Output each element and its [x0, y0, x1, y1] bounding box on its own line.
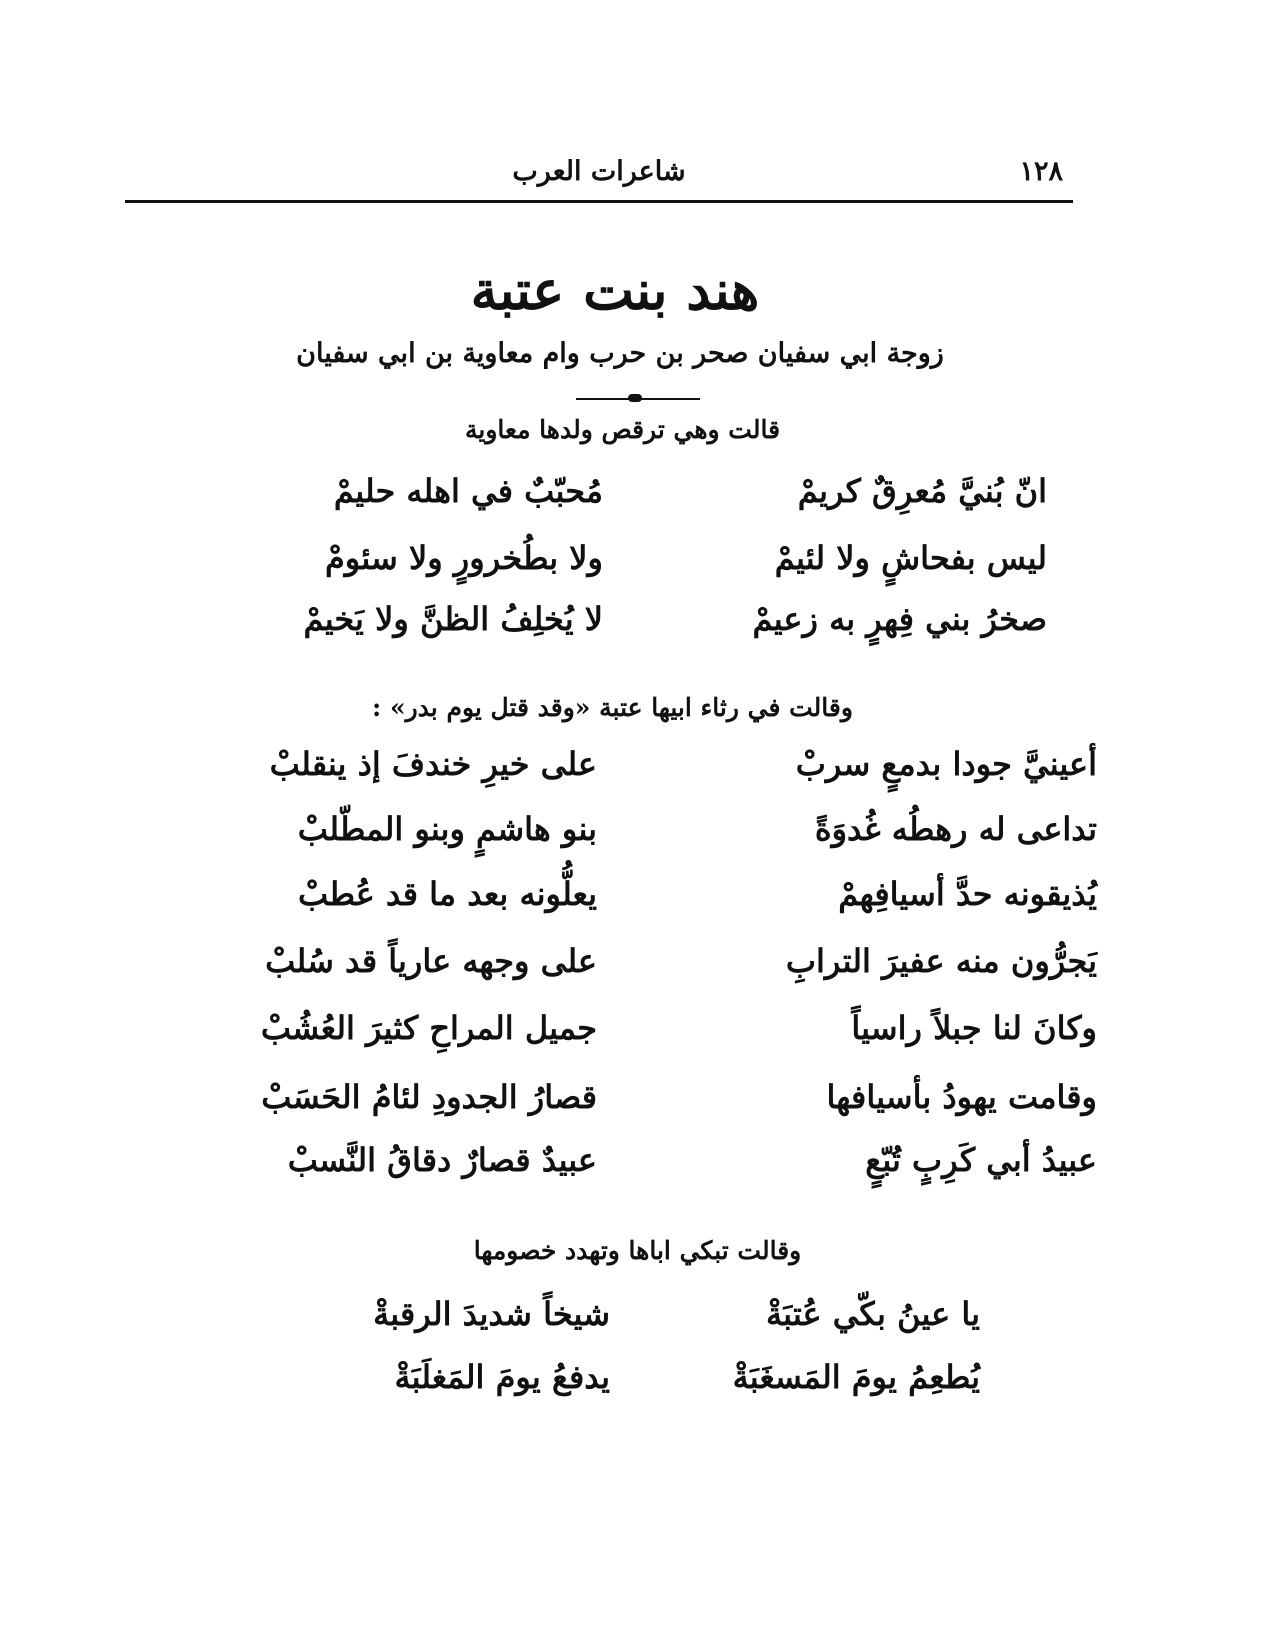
verse-second-hemistich: قصارُ الجدودِ لئامُ الحَسَبْ: [261, 1078, 597, 1116]
verse-first-hemistich: يُطعِمُ يومَ المَسغَبَةْ: [732, 1358, 980, 1396]
page-title: هند بنت عتبة: [470, 258, 760, 322]
verse-first-hemistich: وقامت يهودُ بأسيافها: [826, 1078, 1097, 1116]
verse-second-hemistich: لا يُخلِفُ الظنَّ ولا يَخيمْ: [303, 600, 603, 638]
verse-second-hemistich: جميل المراحِ كثيرَ العُشُبْ: [260, 1009, 597, 1047]
verse-second-hemistich: مُحبّبٌ في اهله حليمْ: [333, 472, 603, 510]
verse-first-hemistich: يُذيقونه حدَّ أسيافِهمْ: [838, 875, 1097, 913]
running-title: شاعرات العرب: [512, 156, 686, 187]
verse-second-hemistich: على وجهه عارياً قد سُلبْ: [265, 942, 597, 980]
page-number: ١٢٨: [1019, 156, 1063, 187]
subtitle: زوجة ابي سفيان صحر بن حرب وام معاوية بن ابي سفيان: [296, 338, 944, 369]
verse-first-hemistich: وكانَ لنا جبلاً راسياً: [851, 1009, 1097, 1047]
verse-second-hemistich: يعلُّونه بعد ما قد عُطبْ: [298, 875, 597, 913]
page-header: [125, 150, 1073, 203]
title-divider-ornament: [628, 394, 642, 402]
section-intro: وقالت تبكي اباها وتهدد خصومها: [473, 1236, 802, 1265]
verse-second-hemistich: ولا بطُخرورٍ ولا سئومْ: [324, 539, 603, 577]
verse-second-hemistich: يدفعُ يومَ المَغلَبَةْ: [394, 1358, 610, 1396]
verse-second-hemistich: شيخاً شديدَ الرقبةْ: [373, 1295, 610, 1333]
verse-first-hemistich: انّ بُنيَّ مُعرِقٌ كريمْ: [797, 472, 1047, 510]
verse-first-hemistich: عبيدُ أبي كَرِبٍ تُبّعٍ: [865, 1141, 1097, 1179]
verse-first-hemistich: يا عينُ بكّي عُتبَةْ: [766, 1295, 980, 1333]
verse-first-hemistich: ليس بفحاشٍ ولا لئيمْ: [774, 539, 1047, 577]
section-intro: قالت وهي ترقص ولدها معاوية: [464, 415, 781, 444]
verse-second-hemistich: عبيدٌ قصارٌ دقاقُ النَّسبْ: [287, 1141, 597, 1179]
section-intro: وقالت في رثاء ابيها عتبة «وقد قتل يوم بدر» :: [372, 693, 853, 722]
verse-second-hemistich: بنو هاشمٍ وبنو المطّلبْ: [297, 810, 597, 848]
verse-second-hemistich: على خيرِ خندفَ إذ ينقلبْ: [269, 745, 597, 783]
verse-first-hemistich: تداعى له رهطُه غُدوَةً: [814, 810, 1097, 848]
verse-first-hemistich: يَجرُّون منه عفيرَ الترابِ: [785, 942, 1097, 980]
verse-first-hemistich: أعينيَّ جودا بدمعٍ سربْ: [795, 745, 1097, 783]
verse-first-hemistich: صخرُ بني فِهرٍ به زعيمْ: [752, 600, 1047, 638]
